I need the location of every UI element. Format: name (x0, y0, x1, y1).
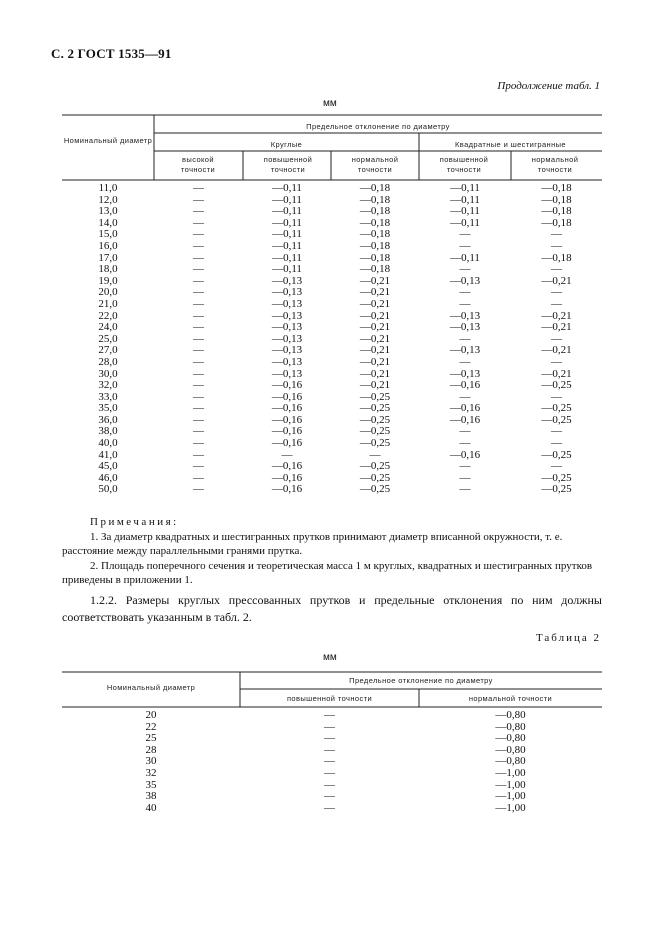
nominal-diameter-cell: 32 (145, 766, 157, 779)
table-row (62, 484, 602, 496)
deviation-cell: —0,16 (271, 413, 303, 426)
deviation-cell: —0,13 (449, 321, 481, 334)
table-row (62, 450, 602, 462)
table-row (62, 276, 602, 288)
nominal-diameter-cell: 20 (145, 709, 157, 721)
page-header: С. 2 ГОСТ 1535—91 (51, 46, 172, 61)
deviation-cell: —0,11 (272, 182, 302, 194)
deviation-cell: — (193, 193, 204, 206)
deviation-cell: — (193, 483, 204, 496)
deviation-cell: —0,16 (271, 390, 303, 403)
deviation-cell: —0,13 (271, 286, 303, 299)
deviation-cell: —0,11 (450, 193, 480, 206)
deviation-cell: — (193, 471, 204, 484)
deviation-cell: —0,21 (541, 321, 572, 334)
deviation-cell: —0,25 (359, 483, 391, 496)
deviation-cell: — (324, 720, 335, 733)
nominal-diameter-cell: 20,0 (98, 286, 118, 299)
deviation-cell: —0,21 (359, 332, 391, 345)
deviation-cell: —0,11 (450, 216, 480, 229)
clause-1-2-2: 1.2.2. Размеры круглых прессованных прутков и предельные отклонения по ним должны соответствовать указанным в табл. 2. (62, 593, 602, 624)
deviation-cell: — (193, 274, 204, 287)
deviation-cell: — (193, 332, 204, 345)
table-row (62, 403, 602, 415)
deviation-cell: —0,13 (449, 309, 481, 322)
nominal-diameter-cell: 12,0 (98, 193, 118, 206)
nominal-diameter-cell: 25 (145, 732, 157, 745)
table-row (62, 183, 602, 195)
deviation-cell: —0,21 (541, 367, 572, 380)
deviation-cell: —0,13 (271, 321, 303, 334)
deviation-cell: — (324, 801, 335, 814)
nominal-diameter-cell: 11,0 (98, 182, 118, 194)
deviation-cell: — (551, 390, 562, 403)
table-row (62, 438, 602, 450)
deviation-cell: —0,16 (271, 483, 303, 496)
deviation-cell: —0,11 (272, 251, 302, 264)
deviation-cell: —0,80 (495, 709, 526, 721)
deviation-cell: — (193, 402, 204, 415)
deviation-cell: — (459, 263, 471, 276)
deviation-cell: —0,25 (541, 448, 572, 461)
nominal-diameter-cell: 46,0 (98, 471, 118, 484)
deviation-cell: —0,80 (495, 755, 526, 768)
nominal-diameter-cell: 41,0 (98, 448, 118, 461)
nominal-diameter-cell: 17,0 (98, 251, 118, 264)
deviation-cell: — (193, 205, 204, 218)
deviation-cell: — (551, 263, 562, 276)
deviation-cell: —0,21 (359, 274, 391, 287)
table-row (62, 299, 602, 311)
table-row (62, 803, 602, 815)
nominal-diameter-cell: 15,0 (98, 228, 118, 241)
deviation-cell: —0,16 (449, 402, 481, 415)
deviation-cell: —0,80 (495, 720, 526, 733)
deviation-cell: — (459, 239, 471, 252)
nominal-diameter-cell: 28,0 (98, 355, 118, 368)
deviation-cell: — (193, 263, 204, 276)
deviation-cell: —0,13 (271, 332, 303, 345)
deviation-cell: —0,18 (359, 251, 391, 264)
table1-group-deviation: Предельное отклонение по диаметру (306, 122, 450, 131)
table-row (62, 473, 602, 485)
note-2: 2. Площадь поперечного сечения и теоретическая масса 1 м круглых, квадратных и шестигранных прутков приведены в приложении 1. (62, 559, 593, 586)
nominal-diameter-cell: 40 (145, 801, 157, 814)
deviation-cell: —0,25 (541, 471, 572, 484)
table-continuation-label: Продолжение табл. 1 (497, 80, 600, 92)
deviation-cell: —0,16 (449, 448, 481, 461)
deviation-cell: — (459, 332, 471, 345)
deviation-cell: —0,18 (359, 263, 391, 276)
deviation-cell: —0,13 (449, 274, 481, 287)
nominal-diameter-cell: 19,0 (98, 274, 118, 287)
table-row (62, 195, 602, 207)
deviation-cell: —0,13 (271, 274, 303, 287)
deviation-cell: — (551, 286, 562, 299)
deviation-cell: —0,13 (449, 367, 481, 380)
nominal-diameter-cell: 22,0 (98, 309, 118, 322)
deviation-cell: —0,11 (272, 239, 302, 252)
deviation-cell: — (459, 355, 471, 368)
notes (62, 515, 600, 588)
deviation-cell: —0,21 (359, 344, 391, 357)
table2-title: Таблица 2 (535, 632, 601, 644)
deviation-cell: —0,80 (495, 732, 526, 745)
nominal-diameter-cell: 22 (145, 720, 157, 733)
deviation-cell: — (459, 286, 471, 299)
deviation-cell: —0,18 (359, 239, 391, 252)
deviation-cell: —0,16 (271, 437, 303, 450)
deviation-cell: —0,11 (450, 251, 480, 264)
deviation-cell: —0,11 (450, 182, 480, 194)
deviation-cell: — (551, 460, 562, 473)
deviation-cell: — (459, 390, 471, 403)
deviation-cell: —0,18 (541, 205, 572, 218)
table-row (62, 369, 602, 381)
deviation-cell: — (193, 390, 204, 403)
deviation-cell: —0,16 (271, 471, 303, 484)
deviation-cell: — (459, 425, 471, 438)
nominal-diameter-cell: 14,0 (98, 216, 118, 229)
deviation-cell: —0,11 (272, 263, 302, 276)
deviation-cell: — (324, 709, 335, 721)
deviation-cell: — (193, 413, 204, 426)
deviation-cell: —0,25 (541, 413, 572, 426)
table-row (62, 357, 602, 369)
deviation-cell: — (551, 355, 562, 368)
deviation-cell: —0,21 (359, 379, 391, 392)
deviation-cell: — (551, 297, 562, 310)
deviation-cell: — (193, 297, 204, 310)
deviation-cell: — (193, 239, 204, 252)
table1-sub-high: высокой точности (180, 155, 216, 174)
deviation-cell: —0,13 (271, 367, 303, 380)
deviation-cell: — (459, 297, 471, 310)
deviation-cell: —0,80 (495, 743, 526, 756)
table-row (62, 229, 602, 241)
deviation-cell: —0,25 (359, 460, 391, 473)
table-row (62, 264, 602, 276)
nominal-diameter-cell: 50,0 (98, 483, 118, 496)
deviation-cell: —0,21 (359, 286, 391, 299)
deviation-cell: —0,25 (541, 402, 572, 415)
deviation-cell: —0,11 (272, 205, 302, 218)
table-row (62, 710, 602, 722)
nominal-diameter-cell: 30,0 (98, 367, 118, 380)
table-row (62, 768, 602, 780)
deviation-cell: —0,18 (359, 216, 391, 229)
deviation-cell: —0,13 (271, 344, 303, 357)
deviation-cell: — (193, 228, 204, 241)
nominal-diameter-cell: 36,0 (98, 413, 118, 426)
table2-group-deviation: Предельное отклонение по диаметру (349, 676, 493, 685)
deviation-cell: — (324, 790, 335, 803)
deviation-cell: — (193, 379, 204, 392)
deviation-cell: — (193, 448, 204, 461)
deviation-cell: — (193, 216, 204, 229)
table-row (62, 311, 602, 323)
deviation-cell: —0,25 (359, 471, 391, 484)
table-row (62, 253, 602, 265)
nominal-diameter-cell: 35 (145, 778, 157, 791)
table1-sub-sq-normal: нормальной точности (531, 155, 579, 174)
table2-sub-increased: повышенной точности (286, 694, 373, 703)
deviation-cell: —1,00 (495, 766, 526, 779)
nominal-diameter-cell: 35,0 (98, 402, 118, 415)
nominal-diameter-cell: 40,0 (98, 437, 118, 450)
deviation-cell: —0,16 (271, 425, 303, 438)
deviation-cell: —0,18 (541, 251, 572, 264)
deviation-cell: — (551, 437, 562, 450)
deviation-cell: — (324, 732, 335, 745)
table1-body (62, 183, 602, 496)
deviation-cell: — (324, 743, 335, 756)
deviation-cell: —0,25 (359, 437, 391, 450)
deviation-cell: — (193, 367, 204, 380)
table2-sub-normal: нормальной точности (468, 694, 553, 703)
table-row (62, 791, 602, 803)
deviation-cell: — (193, 437, 204, 450)
unit-label: мм (323, 98, 337, 109)
nominal-diameter-cell: 38 (145, 790, 157, 803)
table2-body (62, 710, 602, 814)
deviation-cell: — (193, 309, 204, 322)
deviation-cell: — (459, 228, 471, 241)
nominal-diameter-cell: 28 (145, 743, 157, 756)
table1-sub-increased: повышенной точности (263, 155, 313, 174)
deviation-cell: —0,18 (541, 216, 572, 229)
deviation-cell: — (193, 251, 204, 264)
deviation-cell: —0,21 (541, 309, 572, 322)
deviation-cell: — (281, 448, 293, 461)
table-row (62, 415, 602, 427)
deviation-cell: —0,21 (359, 355, 391, 368)
table-row (62, 218, 602, 230)
deviation-cell: —0,18 (359, 228, 391, 241)
deviation-cell: —0,25 (359, 425, 391, 438)
deviation-cell: — (551, 239, 562, 252)
deviation-cell: —0,13 (271, 297, 303, 310)
deviation-cell: —0,13 (449, 344, 481, 357)
deviation-cell: — (551, 228, 562, 241)
table-row (62, 322, 602, 334)
deviation-cell: — (459, 437, 471, 450)
deviation-cell: —0,16 (449, 413, 481, 426)
deviation-cell: —0,21 (359, 297, 391, 310)
deviation-cell: —0,11 (272, 216, 302, 229)
deviation-cell: —1,00 (495, 778, 526, 791)
deviation-cell: —0,16 (271, 460, 303, 473)
deviation-cell: —0,25 (359, 413, 391, 426)
deviation-cell: — (193, 355, 204, 368)
deviation-cell: — (459, 483, 471, 496)
deviation-cell: —1,00 (495, 790, 526, 803)
table-row (62, 334, 602, 346)
deviation-cell: —0,25 (359, 390, 391, 403)
nominal-diameter-cell: 13,0 (98, 205, 118, 218)
deviation-cell: —0,11 (272, 228, 302, 241)
nominal-diameter-cell: 25,0 (98, 332, 118, 345)
deviation-cell: — (193, 425, 204, 438)
table-row (62, 426, 602, 438)
table1-sub-normal: нормальной точности (351, 155, 399, 174)
deviation-cell: —0,11 (272, 193, 302, 206)
deviation-cell: — (459, 471, 471, 484)
deviation-cell: — (324, 766, 335, 779)
deviation-cell: — (193, 460, 204, 473)
deviation-cell: —0,18 (541, 193, 572, 206)
deviation-cell: — (459, 460, 471, 473)
nominal-diameter-cell: 45,0 (98, 460, 118, 473)
table2-col-nominal: Номинальный диаметр (106, 683, 196, 692)
deviation-cell: —0,16 (449, 379, 481, 392)
deviation-cell: —0,18 (359, 193, 391, 206)
table-row (62, 380, 602, 392)
table-row (62, 392, 602, 404)
nominal-diameter-cell: 27,0 (98, 344, 118, 357)
nominal-diameter-cell: 33,0 (98, 390, 118, 403)
deviation-cell: — (551, 332, 562, 345)
deviation-cell: —0,13 (271, 355, 303, 368)
deviation-cell: —0,11 (450, 205, 480, 218)
table-row (62, 206, 602, 218)
deviation-cell: — (193, 321, 204, 334)
deviation-cell: — (324, 755, 335, 768)
deviation-cell: —0,25 (541, 379, 572, 392)
deviation-cell: —0,18 (541, 182, 572, 194)
deviation-cell: —0,18 (359, 182, 391, 194)
nominal-diameter-cell: 16,0 (98, 239, 118, 252)
deviation-cell: —0,25 (359, 402, 391, 415)
table2-unit-label: мм (323, 652, 337, 663)
table1-sub-sq-increased: повышенной точности (439, 155, 489, 174)
deviation-cell: —0,16 (271, 402, 303, 415)
table1-group-square: Квадратные и шестигранные (455, 140, 566, 149)
deviation-cell: —0,13 (271, 309, 303, 322)
table-row (62, 287, 602, 299)
nominal-diameter-cell: 21,0 (98, 297, 118, 310)
deviation-cell: —0,21 (359, 367, 391, 380)
note-1: 1. За диаметр квадратных и шестигранных прутков принимают диаметр вписанной окружности, т. е. расстояние между параллельными гранями прутка. (62, 530, 563, 557)
notes-title: Примечания: (90, 516, 179, 528)
deviation-cell: — (193, 344, 204, 357)
nominal-diameter-cell: 38,0 (98, 425, 118, 438)
deviation-cell: —0,18 (359, 205, 391, 218)
table-row (62, 461, 602, 473)
deviation-cell: —0,25 (541, 483, 572, 496)
nominal-diameter-cell: 32,0 (98, 379, 118, 392)
deviation-cell: —0,16 (271, 379, 303, 392)
nominal-diameter-cell: 18,0 (98, 263, 118, 276)
deviation-cell: —0,21 (359, 309, 391, 322)
deviation-cell: —0,21 (541, 344, 572, 357)
nominal-diameter-cell: 24,0 (98, 321, 118, 334)
deviation-cell: —1,00 (495, 801, 526, 814)
deviation-cell: —0,21 (541, 274, 572, 287)
deviation-cell: — (324, 778, 335, 791)
nominal-diameter-cell: 30 (145, 755, 157, 768)
table-row (62, 241, 602, 253)
table1-group-round: Круглые (270, 140, 303, 149)
table-row (62, 345, 602, 357)
deviation-cell: — (551, 425, 562, 438)
deviation-cell: — (193, 182, 204, 194)
table1-col-nominal: Номинальный диаметр (63, 136, 153, 145)
deviation-cell: —0,21 (359, 321, 391, 334)
deviation-cell: — (193, 286, 204, 299)
deviation-cell: — (369, 448, 381, 461)
